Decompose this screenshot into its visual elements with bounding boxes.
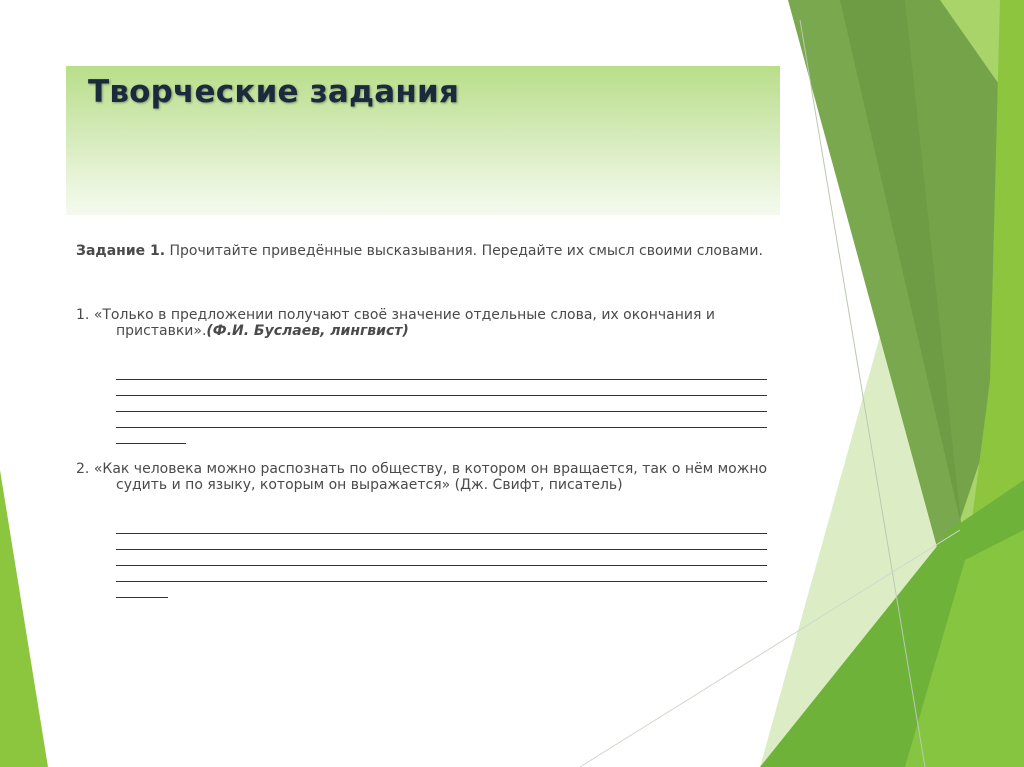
quote-2-text: «Как человека можно распознать по обществу, в котором он вращается, так о нём можно судить и по языку, которым он выражается» (Дж. Свифт, писатель) [93,461,768,493]
answer-line [116,518,767,534]
task-instruction-text: Прочитайте приведённые высказывания. Передайте их смысл своими словами. [169,243,763,259]
quote-1-text: «Только в предложении получают своё значение отдельные слова, их окончания и приставки». [93,307,715,339]
quote-1-author: (Ф.И. Буслаев, лингвист) [206,323,409,339]
answer-line [116,534,767,550]
task-label: Задание 1. [76,243,166,259]
answer-line [116,364,767,380]
quote-2-number: 2. [76,461,90,477]
left-green-strip [0,470,48,767]
answer-line [116,412,767,428]
answer-lines-2 [116,518,767,598]
answer-line [116,550,767,566]
task-instruction [76,243,770,259]
answer-line-short [116,428,186,444]
quote-1 [76,307,770,339]
task-content [76,243,770,598]
answer-line [116,396,767,412]
answer-line [116,566,767,582]
answer-lines-1 [116,364,767,444]
answer-line [116,380,767,396]
answer-line-short [116,582,168,598]
quote-1-number: 1. [76,307,90,323]
quote-2 [76,461,770,493]
slide-title: Творческие задания [88,74,460,110]
